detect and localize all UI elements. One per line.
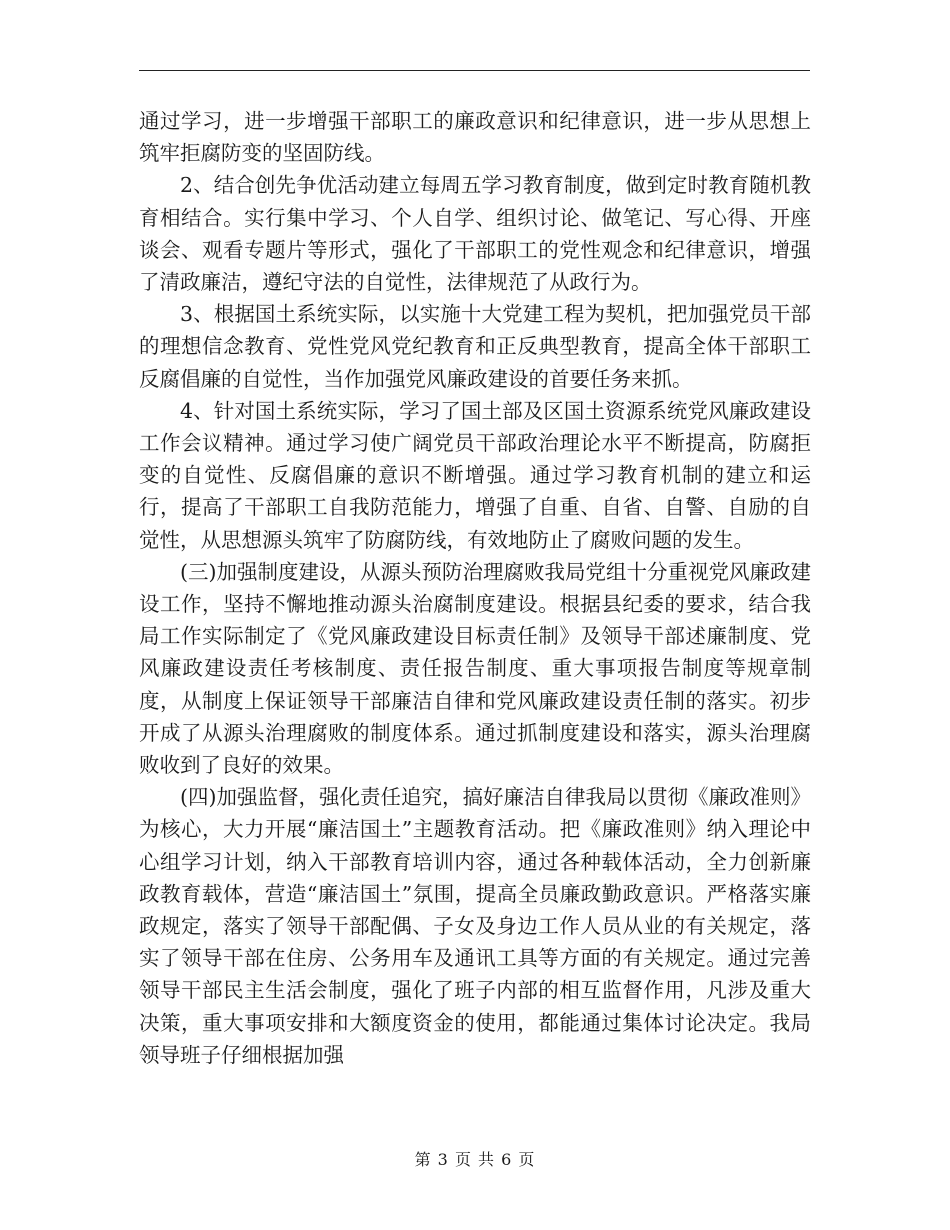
paragraph-4: 4、针对国土系统实际，学习了国土部及区国土资源系统党风廉政建设工作会议精神。通过学习使广阔党员干部政治理论水平不断提高，防腐拒变的自觉性、反腐倡廉的意识不断增强。通过学习教育机制的建立和运行，提高了干部职工自我防范能力，增强了自重、自省、自警、自励的自觉性，从思想源头筑牢了防腐防线，有效地防止了腐败问题的发生。 <box>139 398 811 552</box>
paragraph-6: (四)加强监督，强化责任追究，搞好廉洁自律我局以贯彻《廉政准则》为核心，大力开展“廉洁国土”主题教育活动。把《廉政准则》纳入理论中心组学习计划，纳入干部教育培训内容，通过各种载体活动，全力创新廉政教育载体，营造“廉洁国土”氛围，提高全员廉政勤政意识。严格落实廉政规定，落实了领导干部配偶、子女及身边工作人员从业的有关规定，落实了领导干部在住房、公务用车及通讯工具等方面的有关规定。通过完善领导干部民主生活会制度，强化了班子内部的相互监督作用，凡涉及重大决策，重大事项安排和大额度资金的使用，都能通过集体讨论决定。我局领导班子仔细根据加强 <box>139 785 811 1067</box>
paragraph-2: 2、结合创先争优活动建立每周五学习教育制度，做到定时教育随机教育相结合。实行集中学习、个人自学、组织讨论、做笔记、写心得、开座谈会、观看专题片等形式，强化了干部职工的党性观念和纪律意识，增强了清政廉洁，遵纪守法的自觉性，法律规范了从政行为。 <box>139 173 811 295</box>
document-body <box>139 105 811 1071</box>
paragraph-5: (三)加强制度建设，从源头预防治理腐败我局党组十分重视党风廉政建设工作，坚持不懈地推动源头治腐制度建设。根据县纪委的要求，结合我局工作实际制定了《党风廉政建设目标责任制》及领导干部述廉制度、党风廉政建设责任考核制度、责任报告制度、重大事项报告制度等规章制度，从制度上保证领导干部廉洁自律和党风廉政建设责任制的落实。初步开成了从源头治理腐败的制度体系。通过抓制度建设和落实，源头治理腐败收到了良好的效果。 <box>139 559 811 778</box>
paragraph-3: 3、根据国土系统实际，以实施十大党建工程为契机，把加强党员干部的理想信念教育、党性党风党纪教育和正反典型教育，提高全体干部职工反腐倡廉的自觉性，当作加强党风廉政建设的首要任务来抓。 <box>139 302 811 391</box>
page-number-footer: 第 3 页 共 6 页 <box>414 1150 536 1169</box>
paragraph-1: 通过学习，进一步增强干部职工的廉政意识和纪律意识，进一步从思想上筑牢拒腐防变的坚固防线。 <box>139 109 811 166</box>
header-rule <box>139 70 810 71</box>
